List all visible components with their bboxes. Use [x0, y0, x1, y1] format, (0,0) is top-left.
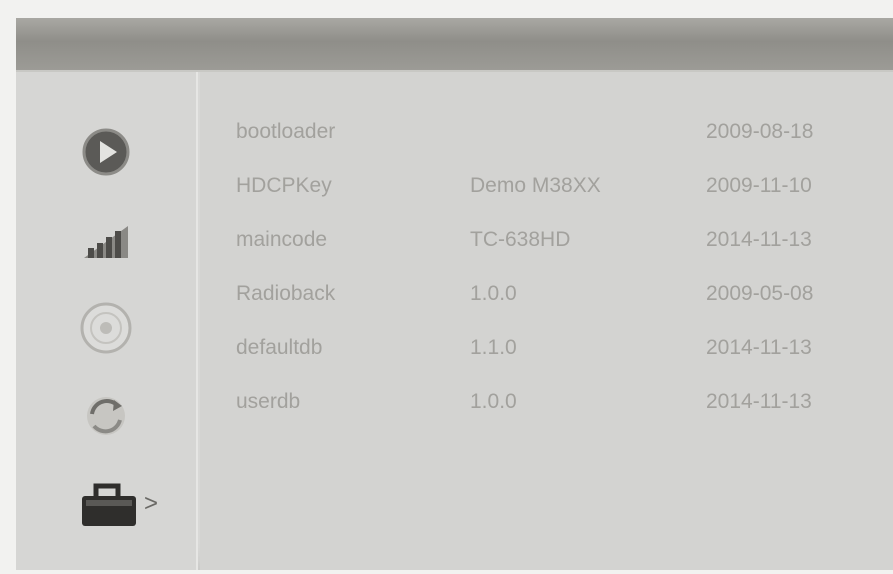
toolbox-icon	[78, 476, 142, 532]
table-row[interactable]	[200, 116, 893, 152]
module-name: defaultdb	[236, 336, 323, 359]
title-bar	[16, 18, 893, 72]
play-icon	[80, 126, 132, 178]
module-name: bootloader	[236, 120, 336, 143]
sidebar-item-tools[interactable]	[78, 476, 188, 532]
table-row[interactable]	[200, 278, 893, 314]
sidebar-item-play[interactable]	[78, 124, 134, 180]
table-row[interactable]	[200, 386, 893, 422]
sidebar-item-update[interactable]	[78, 388, 134, 444]
module-name: HDCPKey	[236, 174, 332, 197]
module-version: 1.0.0	[470, 390, 517, 413]
table-row[interactable]	[200, 224, 893, 260]
module-version: TC-638HD	[470, 228, 571, 251]
table-row[interactable]	[200, 170, 893, 206]
table-row[interactable]	[200, 332, 893, 368]
disc-icon	[78, 300, 134, 356]
module-name: maincode	[236, 228, 328, 251]
module-date: 2009-11-10	[706, 174, 812, 197]
module-version: 1.1.0	[470, 336, 517, 359]
module-version: Demo M38XX	[470, 174, 601, 197]
module-name: userdb	[236, 390, 301, 413]
sidebar-item-disc[interactable]	[78, 300, 134, 356]
module-date: 2009-08-18	[706, 120, 814, 143]
module-date: 2014-11-13	[706, 390, 812, 413]
module-date: 2014-11-13	[706, 228, 812, 251]
selected-arrow-icon: >	[144, 490, 159, 517]
module-name: Radioback	[236, 282, 336, 305]
signal-bars-icon	[80, 214, 132, 266]
module-date: 2009-05-08	[706, 282, 814, 305]
tv-screen	[16, 18, 893, 570]
sidebar-item-signal[interactable]	[78, 212, 134, 268]
sidebar	[16, 72, 198, 570]
module-date: 2014-11-13	[706, 336, 812, 359]
update-icon	[80, 390, 132, 442]
module-version: 1.0.0	[470, 282, 517, 305]
software-version-list	[200, 72, 893, 570]
